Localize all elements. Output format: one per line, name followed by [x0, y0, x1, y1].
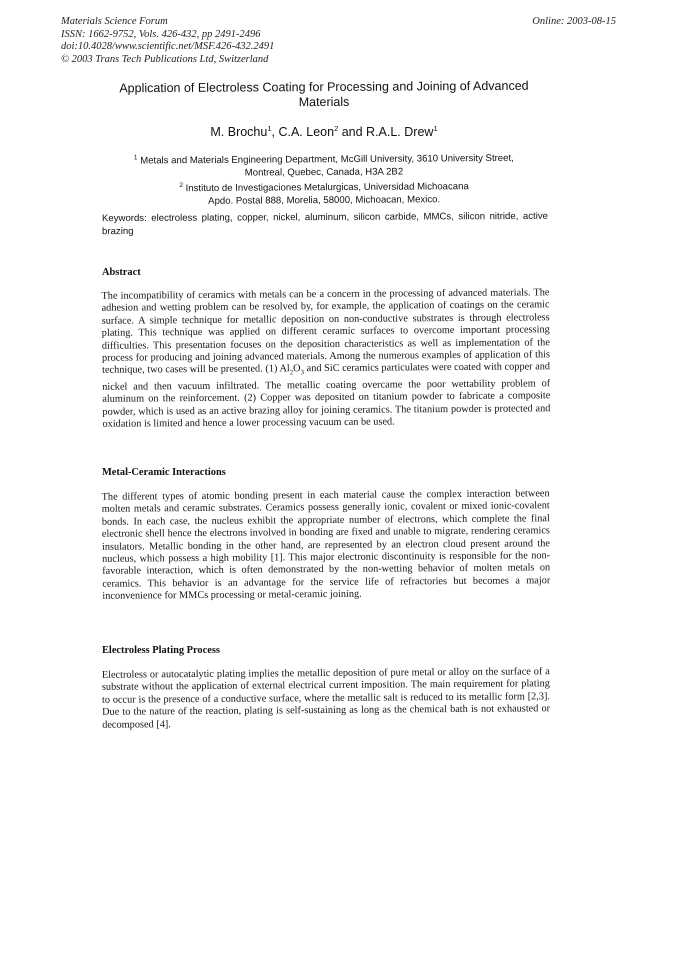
keywords: Keywords: electroless plating, copper, nickel, aluminum, silicon carbide, MMCs, silicon nitride, active brazing — [101, 210, 548, 237]
author-1-affil: 1 — [267, 124, 272, 133]
author-separator-1: , — [271, 125, 279, 140]
author-separator-2: and — [338, 125, 367, 140]
section-heading-metal-ceramic: Metal-Ceramic Interactions — [102, 467, 226, 478]
paper-title — [100, 79, 548, 112]
title-line-2: Materials — [298, 94, 350, 110]
author-2: C.A. Leon — [278, 125, 335, 140]
section-text-electroless: Electroless or autocatalytic plating implies the metallic deposition of pure metal or alloy on the surface of a substrate without the application of external electrical current imposition. The main requirement for plating to occur is the presence of a conductive surface, where the metallic salt is reduced to its metallic form [2,3]. Due to the nature of the reaction, plating is self-sustaining as long as the chemical bath is not exhausted or decomposed [4]. — [101, 666, 551, 731]
doi-line: doi:10.4028/www.scientific.net/MSF.426-432.2491 — [61, 41, 275, 52]
affiliation-1-line-2: Montreal, Quebec, Canada, H3A 2B2 — [244, 166, 404, 179]
affiliation-2-line-2: Apdo. Postal 888, Morelia, 58000, Michoacan, Mexico. — [208, 193, 441, 207]
abstract-heading: Abstract — [102, 267, 141, 278]
journal-name: Materials Science Forum — [61, 16, 168, 27]
running-header — [61, 16, 274, 66]
affiliations — [100, 149, 548, 208]
author-2-affil: 2 — [334, 124, 339, 133]
abstract-text: The incompatibility of ceramics with metals can be a concern in the processing of advanced materials. The adhesion and wetting problem can be resolved by, for example, the application of coatings on the ceramic surface. A simple technique for metallic deposition on non-conductive substrates is through electroless plating. This technique was applied on different ceramic surfaces to overcome important processing difficulties. This presentation focuses on the deposition characteristics as well as implementation of the process for producing and joining advanced materials. Among the numerous examples of application of this technique, two cases will be presented. (1) $Al_2O_3$ and SiC ceramics particulates were coated with copper and nickel and then vacuum infiltrated. The metallic coating overcame the poor wettability problem of aluminum on the reinforcement. (2) Copper was deposited on titanium powder to fabricate a composite powder, which is used as an active brazing alloy for joining ceramics. The titanium powder is protected and oxidation is limited and hence a lower processing vacuum can be used. — [101, 287, 551, 430]
online-date: Online: 2003-08-15 — [532, 16, 616, 27]
affiliation-2-line-1: $^2$ Instituto de Investigaciones Metalurgicas, Universidad Michoacana — [179, 181, 469, 195]
section-heading-electroless: Electroless Plating Process — [102, 645, 220, 656]
copyright-line: © 2003 Trans Tech Publications Ltd, Switzerland — [61, 53, 269, 65]
issn-line: ISSN: 1662-9752, Vols. 426-432, pp 2491-2496 — [61, 28, 261, 40]
section-text-metal-ceramic: The different types of atomic bonding present in each material cause the complex interaction between molten metals and ceramic substrates. Ceramics possess generally ionic, covalent or mixed ionic-covalent bonds. In each case, the nucleus exhibit the appropriate number of electrons, which complete the final electronic shell hence the electrons involved in bonding are fixed and unable to migrate, rendering ceramics insulators. Metallic bonding in the other hand, are represented by an electron cloud present around the nucleus, which possess a high mobility [1]. This major electronic discontinuity is responsible for the non-favorable interaction, which is often demonstrated by the non-wetting behavior of molten metals on ceramics. This behavior is an advantage for the service life of refractories but becomes a major inconvenience for MMCs processing or metal-ceramic joining. — [101, 488, 551, 603]
author-list — [100, 124, 548, 139]
author-3: R.A.L. Drew — [366, 125, 434, 140]
title-line-1: Application of Electroless Coating for Processing and Joining of Advanced — [119, 78, 529, 96]
affiliation-1-line-1: $^1$ Metals and Materials Engineering Department, McGill University, 3610 University Street, — [133, 152, 514, 167]
author-1: M. Brochu — [210, 125, 268, 140]
author-3-affil: 1 — [433, 124, 438, 133]
